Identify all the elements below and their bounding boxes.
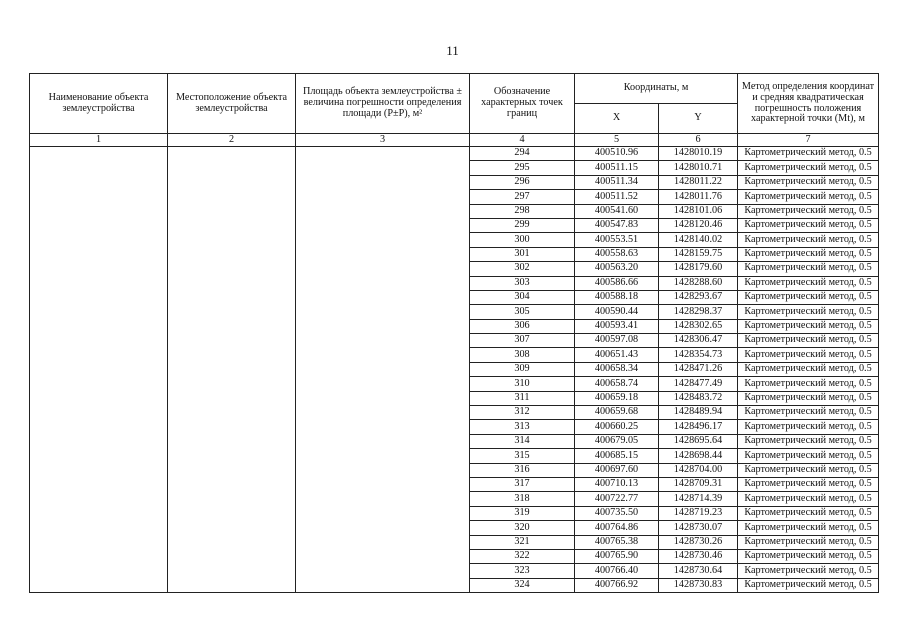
y-coordinate-cell: 1428483.72 bbox=[659, 391, 738, 405]
y-coordinate-cell: 1428298.37 bbox=[659, 305, 738, 319]
x-coordinate-cell: 400765.38 bbox=[575, 535, 659, 549]
point-cell: 313 bbox=[470, 420, 575, 434]
header-points: Обозначение характерных точек границ bbox=[470, 74, 575, 134]
y-coordinate-cell: 1428489.94 bbox=[659, 406, 738, 420]
method-cell: Картометрический метод, 0.5 bbox=[738, 362, 879, 376]
y-coordinate-cell: 1428730.46 bbox=[659, 549, 738, 563]
point-cell: 303 bbox=[470, 276, 575, 290]
point-cell: 301 bbox=[470, 247, 575, 261]
x-coordinate-cell: 400510.96 bbox=[575, 147, 659, 161]
method-cell: Картометрический метод, 0.5 bbox=[738, 535, 879, 549]
y-coordinate-cell: 1428302.65 bbox=[659, 319, 738, 333]
header-object-name: Наименование объекта землеустройства bbox=[30, 74, 168, 134]
method-cell: Картометрический метод, 0.5 bbox=[738, 463, 879, 477]
y-coordinate-cell: 1428496.17 bbox=[659, 420, 738, 434]
y-coordinate-cell: 1428120.46 bbox=[659, 218, 738, 232]
y-coordinate-cell: 1428714.39 bbox=[659, 492, 738, 506]
x-coordinate-cell: 400659.18 bbox=[575, 391, 659, 405]
y-coordinate-cell: 1428101.06 bbox=[659, 204, 738, 218]
method-cell: Картометрический метод, 0.5 bbox=[738, 377, 879, 391]
method-cell: Картометрический метод, 0.5 bbox=[738, 449, 879, 463]
method-cell: Картометрический метод, 0.5 bbox=[738, 564, 879, 578]
method-cell: Картометрический метод, 0.5 bbox=[738, 477, 879, 491]
y-coordinate-cell: 1428709.31 bbox=[659, 477, 738, 491]
point-cell: 311 bbox=[470, 391, 575, 405]
x-coordinate-cell: 400593.41 bbox=[575, 319, 659, 333]
y-coordinate-cell: 1428140.02 bbox=[659, 233, 738, 247]
x-coordinate-cell: 400735.50 bbox=[575, 506, 659, 520]
method-cell: Картометрический метод, 0.5 bbox=[738, 348, 879, 362]
method-cell: Картометрический метод, 0.5 bbox=[738, 305, 879, 319]
point-cell: 304 bbox=[470, 290, 575, 304]
y-coordinate-cell: 1428306.47 bbox=[659, 334, 738, 348]
x-coordinate-cell: 400658.74 bbox=[575, 377, 659, 391]
header-coordinates: Координаты, м bbox=[575, 74, 738, 104]
point-cell: 305 bbox=[470, 305, 575, 319]
method-cell: Картометрический метод, 0.5 bbox=[738, 233, 879, 247]
header-area: Площадь объекта землеустройства ± величина погрешности определения площади (Р±P), м² bbox=[296, 74, 470, 134]
x-coordinate-cell: 400511.15 bbox=[575, 161, 659, 175]
point-cell: 324 bbox=[470, 578, 575, 592]
x-coordinate-cell: 400658.34 bbox=[575, 362, 659, 376]
y-coordinate-cell: 1428730.64 bbox=[659, 564, 738, 578]
x-coordinate-cell: 400558.63 bbox=[575, 247, 659, 261]
y-coordinate-cell: 1428730.83 bbox=[659, 578, 738, 592]
object-name-cell bbox=[30, 147, 168, 593]
point-cell: 310 bbox=[470, 377, 575, 391]
column-number: 2 bbox=[168, 134, 296, 147]
y-coordinate-cell: 1428704.00 bbox=[659, 463, 738, 477]
column-number: 5 bbox=[575, 134, 659, 147]
header-y: Y bbox=[659, 104, 738, 134]
column-number: 6 bbox=[659, 134, 738, 147]
y-coordinate-cell: 1428010.71 bbox=[659, 161, 738, 175]
point-cell: 308 bbox=[470, 348, 575, 362]
method-cell: Картометрический метод, 0.5 bbox=[738, 276, 879, 290]
y-coordinate-cell: 1428354.73 bbox=[659, 348, 738, 362]
method-cell: Картометрический метод, 0.5 bbox=[738, 175, 879, 189]
method-cell: Картометрический метод, 0.5 bbox=[738, 319, 879, 333]
x-coordinate-cell: 400588.18 bbox=[575, 290, 659, 304]
y-coordinate-cell: 1428011.76 bbox=[659, 190, 738, 204]
method-cell: Картометрический метод, 0.5 bbox=[738, 434, 879, 448]
point-cell: 323 bbox=[470, 564, 575, 578]
point-cell: 315 bbox=[470, 449, 575, 463]
method-cell: Картометрический метод, 0.5 bbox=[738, 218, 879, 232]
point-cell: 316 bbox=[470, 463, 575, 477]
y-coordinate-cell: 1428730.07 bbox=[659, 521, 738, 535]
x-coordinate-cell: 400765.90 bbox=[575, 549, 659, 563]
table-body bbox=[30, 147, 879, 593]
point-cell: 321 bbox=[470, 535, 575, 549]
y-coordinate-cell: 1428695.64 bbox=[659, 434, 738, 448]
x-coordinate-cell: 400722.77 bbox=[575, 492, 659, 506]
method-cell: Картометрический метод, 0.5 bbox=[738, 506, 879, 520]
point-cell: 302 bbox=[470, 262, 575, 276]
page-number: 11 bbox=[446, 43, 459, 58]
header-x: X bbox=[575, 104, 659, 134]
header-method: Метод определения координат и средняя квадратическая погрешность положения характерной точки (Mt), м bbox=[738, 74, 879, 134]
x-coordinate-cell: 400660.25 bbox=[575, 420, 659, 434]
point-cell: 300 bbox=[470, 233, 575, 247]
header-location: Местоположение объекта землеустройства bbox=[168, 74, 296, 134]
method-cell: Картометрический метод, 0.5 bbox=[738, 147, 879, 161]
x-coordinate-cell: 400597.08 bbox=[575, 334, 659, 348]
point-cell: 294 bbox=[470, 147, 575, 161]
y-coordinate-cell: 1428719.23 bbox=[659, 506, 738, 520]
point-cell: 309 bbox=[470, 362, 575, 376]
y-coordinate-cell: 1428159.75 bbox=[659, 247, 738, 261]
y-coordinate-cell: 1428179.60 bbox=[659, 262, 738, 276]
x-coordinate-cell: 400541.60 bbox=[575, 204, 659, 218]
y-coordinate-cell: 1428477.49 bbox=[659, 377, 738, 391]
column-number: 1 bbox=[30, 134, 168, 147]
coordinates-table bbox=[29, 73, 879, 593]
x-coordinate-cell: 400586.66 bbox=[575, 276, 659, 290]
location-cell bbox=[168, 147, 296, 593]
x-coordinate-cell: 400553.51 bbox=[575, 233, 659, 247]
x-coordinate-cell: 400679.05 bbox=[575, 434, 659, 448]
x-coordinate-cell: 400563.20 bbox=[575, 262, 659, 276]
x-coordinate-cell: 400685.15 bbox=[575, 449, 659, 463]
x-coordinate-cell: 400511.34 bbox=[575, 175, 659, 189]
point-cell: 299 bbox=[470, 218, 575, 232]
method-cell: Картометрический метод, 0.5 bbox=[738, 391, 879, 405]
point-cell: 314 bbox=[470, 434, 575, 448]
y-coordinate-cell: 1428288.60 bbox=[659, 276, 738, 290]
method-cell: Картометрический метод, 0.5 bbox=[738, 521, 879, 535]
method-cell: Картометрический метод, 0.5 bbox=[738, 290, 879, 304]
y-coordinate-cell: 1428011.22 bbox=[659, 175, 738, 189]
method-cell: Картометрический метод, 0.5 bbox=[738, 204, 879, 218]
column-number: 4 bbox=[470, 134, 575, 147]
method-cell: Картометрический метод, 0.5 bbox=[738, 161, 879, 175]
column-number: 3 bbox=[296, 134, 470, 147]
y-coordinate-cell: 1428730.26 bbox=[659, 535, 738, 549]
point-cell: 317 bbox=[470, 477, 575, 491]
area-cell bbox=[296, 147, 470, 593]
y-coordinate-cell: 1428698.44 bbox=[659, 449, 738, 463]
method-cell: Картометрический метод, 0.5 bbox=[738, 420, 879, 434]
point-cell: 322 bbox=[470, 549, 575, 563]
method-cell: Картометрический метод, 0.5 bbox=[738, 492, 879, 506]
point-cell: 295 bbox=[470, 161, 575, 175]
y-coordinate-cell: 1428010.19 bbox=[659, 147, 738, 161]
x-coordinate-cell: 400651.43 bbox=[575, 348, 659, 362]
point-cell: 312 bbox=[470, 406, 575, 420]
y-coordinate-cell: 1428293.67 bbox=[659, 290, 738, 304]
method-cell: Картометрический метод, 0.5 bbox=[738, 549, 879, 563]
point-cell: 318 bbox=[470, 492, 575, 506]
column-number: 7 bbox=[738, 134, 879, 147]
x-coordinate-cell: 400766.92 bbox=[575, 578, 659, 592]
x-coordinate-cell: 400697.60 bbox=[575, 463, 659, 477]
point-cell: 298 bbox=[470, 204, 575, 218]
point-cell: 319 bbox=[470, 506, 575, 520]
x-coordinate-cell: 400511.52 bbox=[575, 190, 659, 204]
x-coordinate-cell: 400710.13 bbox=[575, 477, 659, 491]
point-cell: 296 bbox=[470, 175, 575, 189]
x-coordinate-cell: 400590.44 bbox=[575, 305, 659, 319]
y-coordinate-cell: 1428471.26 bbox=[659, 362, 738, 376]
method-cell: Картометрический метод, 0.5 bbox=[738, 247, 879, 261]
x-coordinate-cell: 400659.68 bbox=[575, 406, 659, 420]
method-cell: Картометрический метод, 0.5 bbox=[738, 190, 879, 204]
x-coordinate-cell: 400547.83 bbox=[575, 218, 659, 232]
table-row bbox=[30, 147, 879, 161]
method-cell: Картометрический метод, 0.5 bbox=[738, 334, 879, 348]
x-coordinate-cell: 400766.40 bbox=[575, 564, 659, 578]
point-cell: 307 bbox=[470, 334, 575, 348]
method-cell: Картометрический метод, 0.5 bbox=[738, 578, 879, 592]
method-cell: Картометрический метод, 0.5 bbox=[738, 262, 879, 276]
point-cell: 297 bbox=[470, 190, 575, 204]
x-coordinate-cell: 400764.86 bbox=[575, 521, 659, 535]
method-cell: Картометрический метод, 0.5 bbox=[738, 406, 879, 420]
point-cell: 306 bbox=[470, 319, 575, 333]
point-cell: 320 bbox=[470, 521, 575, 535]
